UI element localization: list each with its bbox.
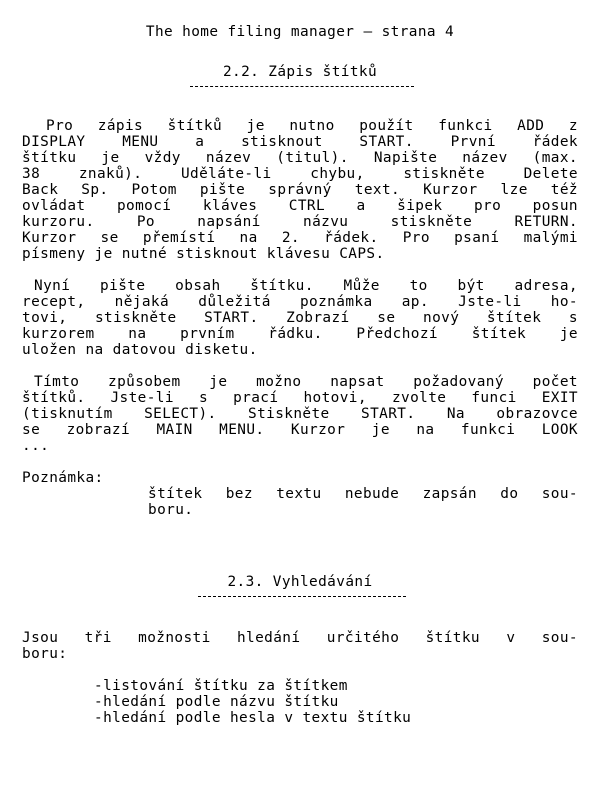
paragraph-1-line: Pro zápis štítků je nutno použít funkci ADD z [46,118,578,134]
paragraph-1-line: Kurzor se přemístí na 2. řádek. Pro psaní malými [22,230,578,246]
paragraph-3-line: ... [22,438,50,454]
paragraph-3-line: Tímto způsobem je možno napsat požadovaný počet [34,374,578,390]
note-text-line: boru. [148,502,194,518]
paragraph-2-line: uložen na datovou disketu. [22,342,258,358]
heading-underline-2-3 [198,596,406,597]
paragraph-1-line: ovládat pomocí kláves CTRL a šipek pro posun [22,198,578,214]
paragraph-3-line: se zobrazí MAIN MENU. Kurzor je na funkci LOOK [22,422,578,438]
intro-line: Jsou tři možnosti hledání určitého štítku v sou- [22,630,578,646]
list-item: -hledání podle hesla v textu štítku [94,710,412,726]
paragraph-1-line: 38 znaků). Uděláte-li chybu, stiskněte Delete [22,166,578,182]
paragraph-1-line: Back Sp. Potom pište správný text. Kurzor lze též [22,182,578,198]
paragraph-2-line: recept, nějaká důležitá poznámka ap. Jste-li ho- [22,294,578,310]
paragraph-1-line: DISPLAY MENU a stisknout START. První řádek [22,134,578,150]
paragraph-2-line: Nyní pište obsah štítku. Může to být adresa, [34,278,578,294]
paragraph-2-line: tovi, stiskněte START. Zobrazí se nový štítek s [22,310,578,326]
heading-underline-2-2 [190,86,414,87]
section-heading-2-3: 2.3. Vyhledávání [227,574,373,590]
paragraph-3-line: (tisknutím SELECT). Stiskněte START. Na obrazovce [22,406,578,422]
paragraph-1-line: písmeny je nutné stisknout klávesu CAPS. [22,246,385,262]
note-label: Poznámka: [22,470,104,486]
paragraph-3-line: štítků. Jste-li s prací hotovi, zvolte funci EXIT [22,390,578,406]
paragraph-2-line: kurzorem na prvním řádku. Předchozí štítek je [22,326,578,342]
note-text-line: štítek bez textu nebude zapsán do sou- [148,486,578,502]
page-header: The home filing manager – strana 4 [145,24,455,40]
section-heading-2-2: 2.2. Zápis štítků [222,64,378,80]
list-item: -hledání podle názvu štítku [94,694,339,710]
list-item: -listování štítku za štítkem [94,678,348,694]
paragraph-1-line: štítku je vždy název (titul). Napište název (max. [22,150,578,166]
intro-line: boru: [22,646,68,662]
paragraph-1-line: kurzoru. Po napsání názvu stiskněte RETURN. [22,214,578,230]
